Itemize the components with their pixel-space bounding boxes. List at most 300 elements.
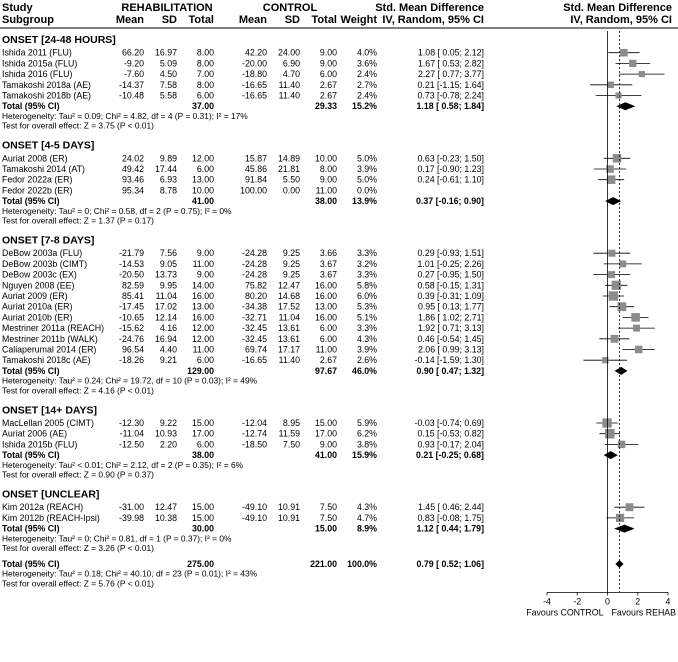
overall-total-n2: 221.00 (310, 559, 337, 569)
study-m1: -24.76 (119, 333, 144, 344)
study-weight: 5.0% (356, 153, 377, 164)
study-sd2: 6.90 (282, 58, 300, 69)
study-n2: 7.50 (319, 512, 337, 523)
study-sd1: 5.09 (159, 58, 177, 69)
study-m1: -21.79 (119, 248, 144, 259)
study-sd1: 9.95 (159, 280, 177, 291)
study-ci: -0.03 [-0.74; 0.69] (414, 418, 484, 428)
study-label: Kim 2012a (REACH) (2, 502, 84, 513)
study-sd1: 17.02 (154, 301, 177, 312)
study-sd2: 17.52 (277, 301, 300, 312)
study-weight: 0.0% (356, 185, 377, 196)
study-square (629, 60, 636, 67)
header-mean: Mean (115, 14, 144, 26)
study-m2: 69.74 (244, 344, 267, 355)
study-m1: 96.54 (121, 344, 144, 355)
subgroup-total-n2: 29.33 (314, 101, 337, 112)
study-square (635, 346, 643, 354)
study-sd1: 6.93 (159, 174, 177, 185)
study-label: DeBow 2003a (FLU) (2, 248, 83, 259)
subgroup-heterogeneity: Heterogeneity: Tau² = 0; Chi² = 0.58, df = 2 (P = 0.75); I² = 0% (2, 205, 232, 216)
study-label: Auriat 2010b (ER) (2, 312, 73, 323)
study-label: Tamakoshi 2014 (AT) (2, 164, 85, 174)
study-ci: 0.63 [-0.23; 1.50] (417, 153, 484, 164)
study-ci: 0.95 [ 0.13; 1.77] (417, 301, 484, 312)
study-m2: -49.10 (242, 502, 267, 513)
x-tick-label: -4 (543, 596, 551, 607)
study-n2: 16.00 (314, 280, 337, 291)
study-label: Auriat 2010a (ER) (2, 301, 73, 312)
study-square (613, 154, 622, 163)
study-n1: 13.00 (191, 301, 214, 312)
header-rehab: REHABILITATION (121, 2, 213, 14)
study-label: Auriat 2008 (ER) (2, 153, 68, 164)
study-n2: 6.00 (319, 323, 337, 334)
study-n1: 8.00 (196, 47, 214, 58)
study-sd2: 14.89 (277, 153, 300, 164)
study-n2: 9.00 (319, 47, 337, 58)
study-sd2: 17.17 (277, 344, 300, 355)
study-m2: -32.71 (242, 312, 267, 323)
header-total: Total (188, 14, 214, 26)
study-label: Auriat 2006 (AE) (2, 428, 68, 439)
subgroup-overall-test: Test for overall effect: Z = 3.26 (P < 0.01) (2, 543, 154, 553)
subgroup-total-label: Total (95% CI) (2, 450, 60, 461)
study-m2: 42.20 (244, 47, 267, 58)
study-sd2: 11.04 (278, 312, 300, 323)
study-m1: 85.41 (121, 291, 144, 301)
study-square (617, 302, 626, 311)
study-sd1: 11.04 (155, 291, 177, 301)
study-weight: 5.0% (356, 174, 377, 185)
study-m1: -14.53 (119, 258, 144, 269)
study-sd2: 7.50 (282, 439, 300, 450)
header-effect-method: IV, Random, 95% CI (382, 14, 484, 26)
study-sd2: 13.61 (277, 323, 300, 334)
study-sd1: 10.38 (154, 512, 177, 523)
study-m2: -12.74 (242, 428, 267, 439)
study-n1: 8.00 (196, 58, 214, 69)
study-sd1: 9.21 (159, 355, 177, 366)
group-title: ONSET [4-5 DAYS] (2, 139, 95, 152)
study-m2: 45.86 (244, 164, 267, 174)
subgroup-heterogeneity: Heterogeneity: Tau² < 0.01; Chi² = 2.12, df = 2 (P = 0.35); I² = 6% (2, 459, 244, 470)
study-m2: -18.50 (242, 439, 267, 450)
study-sd2: 10.91 (277, 502, 300, 513)
header-plot-method: IV, Random, 95% CI (570, 14, 672, 26)
study-label: Auriat 2009 (ER) (2, 291, 68, 301)
study-sd1: 12.47 (154, 502, 177, 513)
study-sd2: 11.40 (278, 90, 300, 101)
study-sd1: 12.14 (154, 312, 177, 323)
study-weight: 6.2% (356, 428, 377, 439)
study-m2: -24.28 (242, 248, 267, 259)
study-sd1: 9.89 (159, 153, 177, 164)
study-weight: 3.3% (356, 269, 377, 280)
group-title: ONSET [24-48 HOURS] (2, 34, 116, 46)
study-sd2: 5.50 (282, 174, 300, 185)
study-n1: 8.00 (196, 79, 214, 90)
study-label: Ishida 2016 (FLU) (2, 69, 73, 80)
subgroup-heterogeneity: Heterogeneity: Tau² = 0.24; Chi² = 19.72, df = 10 (P = 0.03); I² = 49% (2, 375, 258, 386)
study-sd2: 11.40 (278, 79, 300, 90)
overall-test: Test for overall effect: Z = 5.76 (P < 0.01) (2, 578, 154, 589)
study-label: Nguyen 2008 (EE) (2, 280, 75, 291)
study-label: Ishida 2015a (FLU) (2, 58, 78, 69)
study-n1: 6.00 (196, 355, 214, 366)
study-n2: 11.00 (315, 344, 337, 355)
study-m1: -12.30 (119, 418, 144, 428)
study-m1: -39.98 (119, 512, 144, 523)
study-ci: 0.83 [-0.08; 1.75] (417, 512, 484, 523)
study-m1: -11.04 (119, 428, 144, 439)
study-m1: 49.42 (121, 164, 144, 174)
study-n2: 11.00 (315, 185, 337, 196)
study-n1: 15.00 (191, 512, 214, 523)
study-n2: 2.67 (319, 355, 337, 366)
study-n2: 9.00 (319, 439, 337, 450)
study-m1: 24.02 (121, 153, 144, 164)
overall-total-weight: 100.0% (347, 559, 377, 569)
study-n1: 6.00 (196, 164, 214, 174)
subgroup-heterogeneity: Heterogeneity: Tau² = 0; Chi² = 0.81, df = 1 (P = 0.37); I² = 0% (2, 533, 232, 544)
study-weight: 3.9% (356, 164, 377, 174)
study-sd2: 11.40 (278, 355, 300, 366)
study-n2: 15.00 (314, 418, 337, 428)
study-label: Fedor 2022a (ER) (2, 174, 73, 185)
overall-total-ci: 0.79 [ 0.52; 1.06] (416, 559, 484, 569)
study-square (607, 175, 616, 184)
study-sd2: 10.91 (277, 512, 300, 523)
study-sd2: 24.00 (277, 47, 300, 58)
subgroup-total-n1: 30.00 (191, 523, 214, 534)
study-n2: 9.00 (319, 174, 337, 185)
study-m1: -15.62 (119, 323, 144, 334)
subgroup-overall-test: Test for overall effect: Z = 0.90 (P = 0.37) (2, 469, 154, 480)
study-m2: -18.80 (242, 69, 267, 80)
study-n1: 17.00 (191, 428, 214, 439)
study-label: DeBow 2003c (EX) (2, 269, 77, 280)
study-square (616, 514, 624, 522)
study-weight: 3.8% (356, 439, 377, 450)
study-m2: -34.38 (242, 301, 267, 312)
subgroup-diamond (615, 367, 628, 375)
study-ci: 2.27 [ 0.77; 3.77] (417, 69, 484, 80)
study-weight: 4.3% (356, 502, 377, 513)
study-weight: 5.1% (356, 312, 377, 323)
study-square (625, 503, 633, 511)
subgroup-diamond (604, 451, 618, 459)
subgroup-diamond (614, 525, 634, 533)
study-n1: 11.00 (192, 258, 214, 269)
study-square (633, 325, 640, 332)
study-sd1: 10.93 (154, 428, 177, 439)
study-n1: 6.00 (196, 90, 214, 101)
study-square (639, 71, 645, 77)
study-n2: 6.00 (319, 69, 337, 80)
x-tick-label: 0 (605, 596, 610, 607)
study-n2: 2.67 (319, 90, 337, 101)
study-ci: 0.17 [-0.90; 1.23] (417, 164, 484, 174)
study-label: Tamakoshi 2018b (AE) (2, 90, 91, 101)
x-tick-label: 4 (665, 596, 671, 607)
study-label: Caliaperumal 2014 (ER) (2, 344, 97, 355)
study-m2: 80.20 (244, 291, 267, 301)
study-square (608, 250, 615, 257)
study-weight: 4.7% (356, 512, 377, 523)
study-n2: 8.00 (319, 164, 337, 174)
study-ci: 1.01 [-0.25; 2.26] (417, 258, 484, 269)
study-m1: -7.60 (123, 69, 144, 80)
study-weight: 5.9% (356, 418, 377, 428)
header-subgroup: Subgroup (2, 14, 54, 26)
study-m2: -32.45 (242, 333, 267, 344)
study-weight: 2.6% (356, 355, 377, 366)
study-n1: 12.00 (191, 323, 214, 334)
study-ci: 0.29 [-0.93; 1.51] (417, 248, 484, 259)
study-weight: 3.3% (356, 323, 377, 334)
study-weight: 2.4% (356, 90, 377, 101)
group-title: ONSET [UNCLEAR] (2, 488, 100, 501)
study-ci: 0.58 [-0.15; 1.31] (417, 280, 484, 291)
group-title: ONSET [7-8 DAYS] (2, 234, 95, 247)
study-m2: -16.65 (242, 79, 267, 90)
overall-total-label: Total (95% CI) (2, 559, 60, 569)
study-n2: 3.66 (319, 248, 337, 259)
study-sd1: 8.78 (159, 185, 177, 196)
study-m1: 95.34 (121, 185, 144, 196)
study-ci: 0.21 [-1.15; 1.64] (417, 79, 484, 90)
subgroup-heterogeneity: Heterogeneity: Tau² = 0.09; Chi² = 4.82, df = 4 (P = 0.31); I² = 17% (2, 110, 248, 121)
study-n1: 13.00 (191, 174, 214, 185)
study-label: Ishida 2011 (FLU) (2, 47, 72, 58)
study-square (631, 313, 640, 322)
study-sd2: 9.25 (282, 258, 300, 269)
study-n1: 11.00 (192, 344, 214, 355)
study-weight: 3.2% (356, 258, 377, 269)
study-ci: 0.24 [-0.61; 1.10] (417, 174, 484, 185)
study-m1: 93.46 (121, 174, 144, 185)
subgroup-total-n1: 41.00 (191, 196, 214, 207)
study-sd2: 14.68 (277, 291, 300, 301)
subgroup-total-n1: 129.00 (187, 365, 214, 376)
study-weight: 3.6% (356, 58, 377, 69)
study-n1: 14.00 (191, 280, 214, 291)
subgroup-total-label: Total (95% CI) (2, 365, 60, 376)
study-n2: 3.67 (319, 258, 337, 269)
study-sd1: 9.22 (159, 418, 177, 428)
study-ci: 1.08 [ 0.05; 2.12] (417, 47, 484, 58)
subgroup-total-weight: 46.0% (352, 365, 377, 376)
study-label: Fedor 2022b (ER) (2, 185, 73, 196)
study-square (605, 429, 615, 439)
study-m2: 75.82 (244, 280, 267, 291)
study-weight: 3.3% (356, 248, 377, 259)
study-m1: -31.00 (119, 502, 144, 513)
subgroup-total-label: Total (95% CI) (2, 523, 60, 534)
study-sd2: 13.61 (277, 333, 300, 344)
study-m1: -10.48 (119, 90, 144, 101)
study-m1: -17.45 (119, 301, 144, 312)
study-sd2: 21.81 (277, 164, 300, 174)
study-m2: 15.87 (244, 153, 267, 164)
study-n2: 2.67 (319, 79, 337, 90)
study-m1: -10.65 (119, 312, 144, 323)
study-square (618, 441, 625, 448)
study-m2: -16.65 (242, 355, 267, 366)
study-n1: 16.00 (191, 312, 214, 323)
study-sd1: 17.44 (154, 164, 177, 174)
study-ci: 1.45 [ 0.46; 2.44] (417, 502, 484, 513)
study-n1: 7.00 (196, 69, 214, 80)
study-sd2: 12.47 (277, 280, 300, 291)
study-sd1: 4.16 (159, 323, 177, 334)
study-ci: 1.86 [ 1.02; 2.71] (417, 312, 484, 323)
subgroup-total-weight: 15.2% (352, 101, 377, 112)
study-n1: 9.00 (196, 248, 214, 259)
study-ci: 0.39 [-0.31; 1.09] (417, 291, 484, 301)
subgroup-overall-test: Test for overall effect: Z = 1.37 (P = 0.17) (2, 215, 154, 226)
group-title: ONSET [14+ DAYS] (2, 404, 98, 417)
study-n1: 15.00 (191, 502, 214, 513)
study-ci: 2.06 [ 0.99; 3.13] (417, 344, 484, 355)
study-weight: 2.7% (356, 79, 377, 90)
subgroup-total-weight: 8.9% (356, 523, 377, 534)
study-square (607, 82, 613, 88)
study-weight: 2.4% (356, 69, 377, 80)
study-sd2: 4.70 (282, 69, 300, 80)
study-label: MacLellan 2005 (CIMT) (2, 418, 94, 428)
study-square (602, 418, 611, 427)
study-ci: 0.27 [-0.95; 1.50] (417, 269, 484, 280)
header-total: Total (311, 14, 337, 26)
study-m1: -9.20 (123, 58, 144, 69)
study-n2: 7.50 (319, 502, 337, 513)
subgroup-total-n2: 97.67 (314, 365, 337, 376)
study-m1: -20.50 (119, 269, 144, 280)
study-m2: -20.00 (242, 58, 267, 69)
favours-control-label: Favours CONTROL (526, 607, 604, 618)
study-sd1: 9.05 (159, 258, 177, 269)
header-sd: SD (161, 14, 177, 26)
header-weight: Weight (340, 14, 377, 26)
subgroup-overall-test: Test for overall effect: Z = 4.16 (P < 0.01) (2, 385, 154, 396)
study-m1: 82.59 (121, 280, 144, 291)
x-tick-label: 2 (635, 596, 641, 607)
subgroup-total-n2: 38.00 (314, 196, 337, 207)
study-m1: -14.37 (119, 79, 144, 90)
overall-heterogeneity: Heterogeneity: Tau² = 0.18; Chi² = 40.10, df = 23 (P = 0.01); I² = 43% (2, 568, 258, 579)
overall-total-n1: 275.00 (187, 559, 214, 569)
header-sd: SD (284, 14, 300, 26)
study-m1: -18.26 (119, 355, 144, 366)
study-sd1: 7.56 (159, 248, 177, 259)
study-weight: 3.9% (356, 344, 377, 355)
subgroup-total-n1: 38.00 (191, 450, 214, 461)
study-label: Ishida 2015b (FLU) (2, 439, 78, 450)
study-sd1: 4.50 (159, 69, 177, 80)
study-sd2: 11.59 (278, 428, 300, 439)
study-label: Kim 2012b (REACH-Ipsi) (2, 512, 100, 523)
study-weight: 5.8% (356, 280, 377, 291)
subgroup-total-ci: 0.90 [ 0.47; 1.32] (416, 365, 484, 376)
subgroup-total-label: Total (95% CI) (2, 196, 60, 207)
subgroup-total-weight: 15.9% (352, 450, 377, 461)
study-m2: -32.45 (242, 323, 267, 334)
study-n2: 6.00 (319, 333, 337, 344)
study-ci: 1.67 [ 0.53; 2.82] (417, 58, 484, 69)
study-n2: 17.00 (314, 428, 337, 439)
study-m2: -16.65 (242, 90, 267, 101)
study-sd1: 13.73 (154, 269, 177, 280)
subgroup-total-n2: 15.00 (314, 523, 337, 534)
subgroup-total-ci: 1.18 [ 0.58; 1.84] (416, 101, 484, 112)
study-m2: 91.84 (244, 174, 267, 185)
study-ci: 0.73 [-0.78; 2.24] (417, 90, 484, 101)
study-m1: -12.50 (119, 439, 144, 450)
study-n2: 3.67 (319, 269, 337, 280)
study-n1: 16.00 (191, 291, 214, 301)
header-study: Study (2, 2, 33, 14)
study-ci: 0.46 [-0.54; 1.45] (417, 333, 484, 344)
study-square (620, 49, 628, 57)
study-m2: -12.04 (242, 418, 267, 428)
x-tick-label: -2 (573, 596, 582, 607)
study-n1: 12.00 (191, 333, 214, 344)
study-n1: 15.00 (191, 418, 214, 428)
study-n1: 9.00 (196, 269, 214, 280)
study-sd1: 16.97 (154, 47, 177, 58)
study-weight: 4.0% (356, 47, 377, 58)
study-sd2: 8.95 (282, 418, 300, 428)
study-sd1: 7.58 (159, 79, 177, 90)
study-m2: -24.28 (242, 258, 267, 269)
subgroup-total-ci: 0.21 [-0.25; 0.68] (416, 450, 484, 461)
header-mean: Mean (238, 14, 267, 26)
study-sd2: 0.00 (282, 185, 300, 196)
study-n1: 12.00 (191, 153, 214, 164)
study-square (609, 291, 618, 300)
study-label: Tamakoshi 2018a (AE) (2, 79, 91, 90)
study-sd2: 9.25 (282, 269, 300, 280)
study-ci: -0.14 [-1.59; 1.30] (414, 355, 484, 366)
study-weight: 4.3% (356, 333, 377, 344)
study-sd1: 16.94 (154, 333, 177, 344)
study-m2: -49.10 (242, 512, 267, 523)
subgroup-total-label: Total (95% CI) (2, 101, 60, 112)
study-ci: 0.15 [-0.53; 0.82] (417, 428, 484, 439)
study-ci: 1.92 [ 0.71; 3.13] (417, 323, 484, 334)
study-label: DeBow 2003b (CIMT) (2, 258, 88, 269)
study-n1: 6.00 (196, 439, 214, 450)
study-sd1: 2.20 (159, 439, 177, 450)
study-m1: 66.20 (121, 47, 144, 58)
header-effect-title: Std. Mean Difference (375, 2, 484, 14)
study-weight: 5.3% (356, 301, 377, 312)
study-m2: -24.28 (242, 269, 267, 280)
subgroup-total-n2: 41.00 (314, 450, 337, 461)
study-square (608, 271, 615, 278)
study-n2: 13.00 (314, 301, 337, 312)
header-plot-title: Std. Mean Difference (563, 2, 672, 14)
subgroup-total-ci: 1.12 [ 0.44; 1.79] (416, 523, 484, 534)
study-n1: 10.00 (191, 185, 214, 196)
header-control: CONTROL (262, 2, 318, 14)
study-n2: 10.00 (314, 153, 337, 164)
study-n2: 16.00 (314, 291, 337, 301)
subgroup-overall-test: Test for overall effect: Z = 3.75 (P < 0.01) (2, 120, 154, 131)
study-square (615, 92, 621, 98)
